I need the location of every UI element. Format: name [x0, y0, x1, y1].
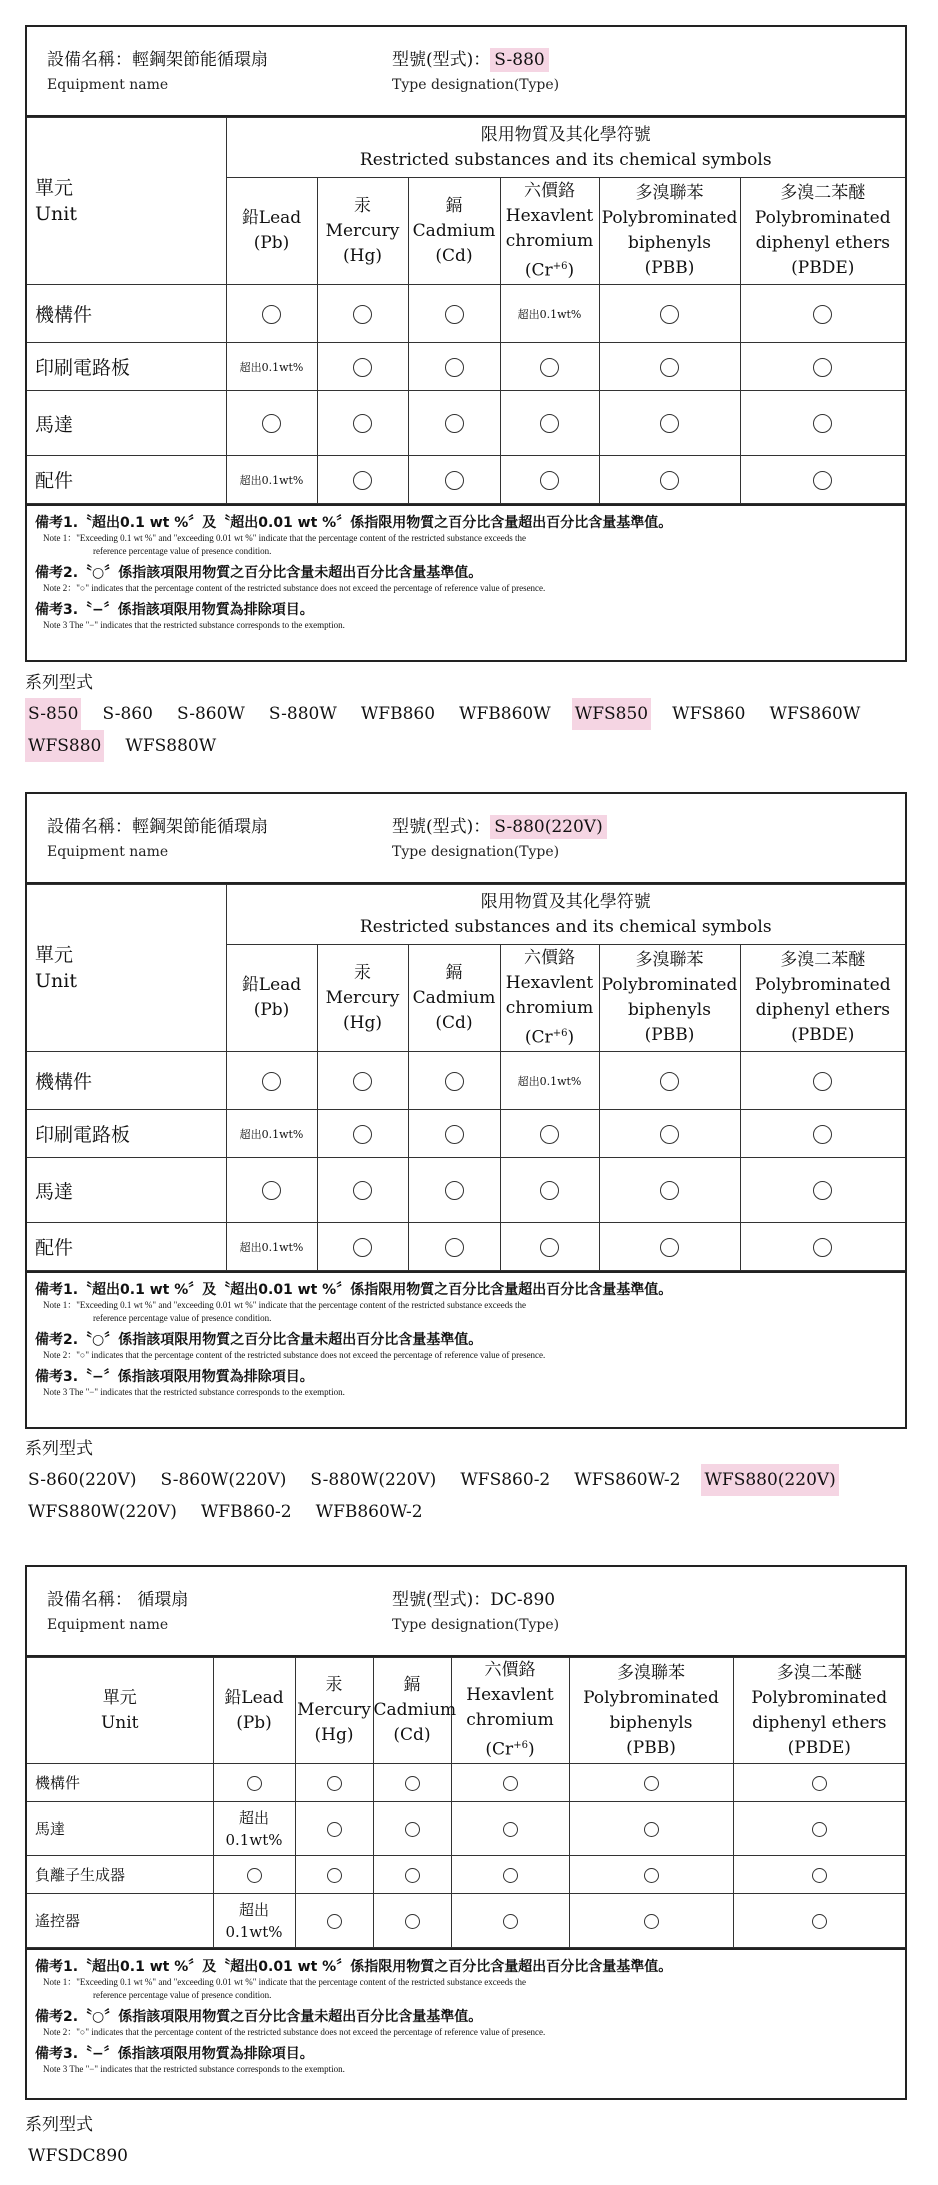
notes — [27, 1271, 905, 1399]
circle-icon — [813, 358, 832, 377]
compliant-circle-icon — [317, 1110, 408, 1158]
compliant-circle-icon — [500, 1110, 599, 1158]
row-label: 遙控器 — [27, 1894, 213, 1948]
compliant-circle-icon — [599, 343, 740, 391]
table-header — [27, 794, 905, 884]
circle-icon — [445, 1072, 464, 1091]
row-label: 機構件 — [27, 1764, 213, 1802]
compliant-circle-icon — [408, 343, 500, 391]
compliant-circle-icon — [408, 1223, 500, 1271]
rohs-table-3 — [25, 1565, 907, 2100]
exceeds-cell: 超出0.1wt% — [500, 1052, 599, 1110]
circle-icon — [405, 1776, 420, 1791]
circle-icon — [540, 1181, 559, 1200]
table-row — [27, 391, 905, 456]
table-row — [27, 1802, 905, 1856]
circle-icon — [660, 471, 679, 490]
circle-icon — [644, 1822, 659, 1837]
note-3: 備考3.〝−〞係指該項限用物質為排除項目。 — [35, 1369, 314, 1385]
note-1-en: Note 1："Exceeding 0.1 wt %" and "exceeding 0.01 wt %" indicate that the percentage content of the restricted substance exceeds the — [43, 1300, 527, 1310]
exceeds-cell: 超出 0.1wt% — [213, 1894, 295, 1948]
circle-icon — [327, 1868, 342, 1883]
compliant-circle-icon — [317, 1223, 408, 1271]
circle-icon — [247, 1868, 262, 1883]
type-value: S-880(220V) — [490, 815, 606, 839]
circle-icon — [660, 358, 679, 377]
compliant-circle-icon — [317, 285, 408, 343]
col-pbde: 多溴二苯醚 Polybrominated diphenyl ethers (PBDE) — [740, 945, 905, 1052]
compliant-circle-icon — [733, 1802, 905, 1856]
compliant-circle-icon — [226, 391, 317, 456]
compliant-circle-icon — [408, 1052, 500, 1110]
compliant-circle-icon — [408, 391, 500, 456]
series-model: WFB860 — [360, 704, 436, 724]
row-label: 機構件 — [27, 285, 226, 343]
compliant-circle-icon — [500, 343, 599, 391]
circle-icon — [353, 1181, 372, 1200]
exceeds-cell: 超出0.1wt% — [226, 1223, 317, 1271]
compliant-circle-icon — [740, 1223, 905, 1271]
compliant-circle-icon — [740, 343, 905, 391]
compliant-circle-icon — [295, 1894, 373, 1948]
compliant-circle-icon — [599, 1223, 740, 1271]
series-model: WFS880W(220V) — [28, 1502, 177, 1522]
note-2: 備考2.〝○〞係指該項限用物質之百分比含量未超出百分比含量基準值。 — [35, 1332, 483, 1348]
table-row — [27, 1856, 905, 1894]
exceeds-cell: 超出0.1wt% — [226, 456, 317, 504]
compliant-circle-icon — [373, 1856, 451, 1894]
series-model: WFS860W-2 — [574, 1470, 681, 1490]
series-model: WFS860W — [769, 704, 861, 724]
circle-icon — [327, 1914, 342, 1929]
circle-icon — [813, 471, 832, 490]
series-model: S-860W — [176, 704, 245, 724]
col-chromium: 六價鉻 Hexavlent chromium $(Cr^{+6})$ — [500, 945, 599, 1052]
series-model: WFS880 — [25, 730, 104, 762]
table-header — [27, 1567, 905, 1657]
series-model: S-880W — [268, 704, 337, 724]
col-mercury: 汞 Mercury (Hg) — [295, 1658, 373, 1764]
series-list — [25, 2140, 905, 2172]
type-designation-en: Type designation(Type) — [392, 844, 560, 860]
circle-icon — [503, 1776, 518, 1791]
compliant-circle-icon — [599, 1110, 740, 1158]
circle-icon — [445, 305, 464, 324]
series-model: WFB860-2 — [200, 1502, 292, 1522]
series-model: S-860 — [102, 704, 153, 724]
equipment-name: 設備名稱：輕鋼架節能循環扇 — [47, 50, 268, 70]
series-model: WFS860 — [672, 704, 746, 724]
note-3-en: Note 3 The "−" indicates that the restricted substance corresponds to the exemption. — [43, 1387, 345, 1397]
circle-icon — [445, 414, 464, 433]
circle-icon — [405, 1914, 420, 1929]
notes — [27, 504, 905, 632]
compliant-circle-icon — [317, 391, 408, 456]
compliant-circle-icon — [408, 285, 500, 343]
compliant-circle-icon — [408, 456, 500, 504]
row-label: 馬達 — [27, 1802, 213, 1856]
circle-icon — [262, 1072, 281, 1091]
exceeds-cell: 超出0.1wt% — [500, 285, 599, 343]
circle-icon — [503, 1822, 518, 1837]
compliant-circle-icon — [740, 285, 905, 343]
circle-icon — [812, 1822, 827, 1837]
type-designation-en: Type designation(Type) — [392, 77, 560, 93]
circle-icon — [445, 471, 464, 490]
col-pbb: 多溴聯苯 Polybrominated biphenyls (PBB) — [599, 178, 740, 285]
series-model: S-850 — [25, 698, 81, 730]
row-label: 印刷電路板 — [27, 1110, 226, 1158]
col-cadmium: 鎘Cadmium (Cd) — [408, 178, 500, 285]
compliant-circle-icon — [569, 1856, 733, 1894]
series-model: WFSDC890 — [28, 2146, 128, 2166]
circle-icon — [353, 471, 372, 490]
equipment-name-en: Equipment name — [47, 1617, 169, 1633]
note-1-en: Note 1："Exceeding 0.1 wt %" and "exceeding 0.01 wt %" indicate that the percentage content of the restricted substance exceeds the — [43, 1977, 527, 1987]
col-cadmium: 鎘Cadmium (Cd) — [408, 945, 500, 1052]
note-2-en: Note 2："○" indicates that the percentage content of the restricted substance does not exceed the percentage of reference value of presence. — [43, 2027, 546, 2037]
series-label: 系列型式 — [25, 2115, 93, 2135]
compliant-circle-icon — [295, 1802, 373, 1856]
table-row — [27, 343, 905, 391]
col-mercury: 汞Mercury (Hg) — [317, 178, 408, 285]
compliant-circle-icon — [733, 1764, 905, 1802]
table-row — [27, 1764, 905, 1802]
compliant-circle-icon — [599, 285, 740, 343]
compliant-circle-icon — [599, 1052, 740, 1110]
circle-icon — [813, 1125, 832, 1144]
table-row — [27, 456, 905, 504]
compliant-circle-icon — [226, 285, 317, 343]
unit-header: 單元 Unit — [27, 1658, 213, 1764]
compliant-circle-icon — [451, 1894, 569, 1948]
equipment-name-en: Equipment name — [47, 77, 169, 93]
note-1-en-cont: reference percentage value of presence condition. — [93, 1313, 272, 1323]
circle-icon — [813, 1072, 832, 1091]
note-1-en-cont: reference percentage value of presence condition. — [93, 1990, 272, 2000]
compliant-circle-icon — [451, 1764, 569, 1802]
compliant-circle-icon — [569, 1764, 733, 1802]
circle-icon — [813, 414, 832, 433]
circle-icon — [503, 1868, 518, 1883]
compliant-circle-icon — [295, 1764, 373, 1802]
compliant-circle-icon — [373, 1894, 451, 1948]
circle-icon — [660, 414, 679, 433]
circle-icon — [445, 1181, 464, 1200]
row-label: 馬達 — [27, 391, 226, 456]
circle-icon — [445, 1238, 464, 1257]
series-list — [25, 1464, 905, 1528]
circle-icon — [660, 1125, 679, 1144]
circle-icon — [813, 1181, 832, 1200]
compliant-circle-icon — [408, 1158, 500, 1223]
circle-icon — [327, 1822, 342, 1837]
circle-icon — [262, 305, 281, 324]
compliant-circle-icon — [451, 1856, 569, 1894]
series-model: WFS880(220V) — [701, 1464, 838, 1496]
substance-table — [27, 884, 905, 1271]
compliant-circle-icon — [740, 391, 905, 456]
circle-icon — [353, 1125, 372, 1144]
circle-icon — [503, 1914, 518, 1929]
series-label: 系列型式 — [25, 673, 93, 693]
circle-icon — [813, 305, 832, 324]
equipment-name: 設備名稱：輕鋼架節能循環扇 — [47, 817, 268, 837]
note-1-en-cont: reference percentage value of presence condition. — [93, 546, 272, 556]
series-model: WFS860-2 — [460, 1470, 551, 1490]
circle-icon — [327, 1776, 342, 1791]
restricted-header: 限用物質及其化學符號 Restricted substances and its chemical symbols — [226, 118, 905, 178]
compliant-circle-icon — [317, 1158, 408, 1223]
exceeds-cell: 超出0.1wt% — [226, 343, 317, 391]
compliant-circle-icon — [373, 1764, 451, 1802]
compliant-circle-icon — [733, 1894, 905, 1948]
circle-icon — [660, 1181, 679, 1200]
col-chromium: 六價鉻 Hexavlent chromium $(Cr^{+6})$ — [500, 178, 599, 285]
note-3-en: Note 3 The "−" indicates that the restricted substance corresponds to the exemption. — [43, 620, 345, 630]
table-row — [27, 285, 905, 343]
equipment-name-en: Equipment name — [47, 844, 169, 860]
compliant-circle-icon — [295, 1856, 373, 1894]
note-3: 備考3.〝−〞係指該項限用物質為排除項目。 — [35, 602, 314, 618]
compliant-circle-icon — [569, 1894, 733, 1948]
unit-header: 單元 Unit — [27, 885, 226, 1052]
compliant-circle-icon — [500, 391, 599, 456]
compliant-circle-icon — [317, 456, 408, 504]
compliant-circle-icon — [500, 456, 599, 504]
compliant-circle-icon — [740, 456, 905, 504]
rohs-table-2 — [25, 792, 907, 1429]
compliant-circle-icon — [599, 456, 740, 504]
table-row — [27, 1894, 905, 1948]
circle-icon — [812, 1868, 827, 1883]
note-1: 備考1.〝超出0.1 wt %〞及〝超出0.01 wt %〞係指限用物質之百分比含量超出百分比含量基準值。 — [35, 1282, 673, 1298]
circle-icon — [405, 1822, 420, 1837]
series-model: WFS880W — [125, 736, 217, 756]
type-designation: 型號(型式)： S-880 — [392, 45, 549, 70]
note-2-en: Note 2："○" indicates that the percentage content of the restricted substance does not exceed the percentage of reference value of presence. — [43, 1350, 546, 1360]
col-pbb: 多溴聯苯 Polybrominated biphenyls (PBB) — [599, 945, 740, 1052]
series-label: 系列型式 — [25, 1439, 93, 1459]
note-1-en: Note 1："Exceeding 0.1 wt %" and "exceeding 0.01 wt %" indicate that the percentage content of the restricted substance exceeds the — [43, 533, 527, 543]
series-model: S-880W(220V) — [310, 1470, 437, 1490]
type-value: S-880 — [490, 48, 548, 72]
compliant-circle-icon — [226, 1052, 317, 1110]
note-3-en: Note 3 The "−" indicates that the restricted substance corresponds to the exemption. — [43, 2064, 345, 2074]
type-designation-en: Type designation(Type) — [392, 1617, 560, 1633]
compliant-circle-icon — [500, 1158, 599, 1223]
type-designation: 型號(型式)：DC-890 — [392, 1590, 556, 1610]
col-mercury: 汞Mercury (Hg) — [317, 945, 408, 1052]
circle-icon — [644, 1776, 659, 1791]
col-pbb: 多溴聯苯 Polybrominated biphenyls (PBB) — [569, 1658, 733, 1764]
circle-icon — [540, 1238, 559, 1257]
row-label: 配件 — [27, 1223, 226, 1271]
col-lead: 鉛Lead (Pb) — [213, 1658, 295, 1764]
substance-table — [27, 117, 905, 504]
circle-icon — [660, 1238, 679, 1257]
circle-icon — [660, 305, 679, 324]
unit-header: 單元 Unit — [27, 118, 226, 285]
compliant-circle-icon — [451, 1802, 569, 1856]
compliant-circle-icon — [599, 391, 740, 456]
circle-icon — [540, 414, 559, 433]
table-row — [27, 1052, 905, 1110]
row-label: 配件 — [27, 456, 226, 504]
compliant-circle-icon — [408, 1110, 500, 1158]
circle-icon — [540, 1125, 559, 1144]
compliant-circle-icon — [740, 1158, 905, 1223]
exceeds-cell: 超出 0.1wt% — [213, 1802, 295, 1856]
col-cadmium: 鎘 Cadmium (Cd) — [373, 1658, 451, 1764]
series-list — [25, 698, 905, 762]
circle-icon — [353, 305, 372, 324]
note-2-en: Note 2："○" indicates that the percentage content of the restricted substance does not exceed the percentage of reference value of presence. — [43, 583, 546, 593]
col-lead: 鉛Lead (Pb) — [226, 178, 317, 285]
circle-icon — [540, 358, 559, 377]
note-1: 備考1.〝超出0.1 wt %〞及〝超出0.01 wt %〞係指限用物質之百分比含量超出百分比含量基準值。 — [35, 515, 673, 531]
circle-icon — [644, 1914, 659, 1929]
compliant-circle-icon — [317, 1052, 408, 1110]
circle-icon — [353, 414, 372, 433]
circle-icon — [262, 414, 281, 433]
circle-icon — [247, 1776, 262, 1791]
col-pbde: 多溴二苯醚 Polybrominated diphenyl ethers (PBDE) — [740, 178, 905, 285]
circle-icon — [353, 358, 372, 377]
note-1: 備考1.〝超出0.1 wt %〞及〝超出0.01 wt %〞係指限用物質之百分比含量超出百分比含量基準值。 — [35, 1959, 673, 1975]
col-pbde: 多溴二苯醚 Polybrominated diphenyl ethers (PBDE) — [733, 1658, 905, 1764]
circle-icon — [660, 1072, 679, 1091]
rohs-table-1 — [25, 25, 907, 662]
series-model: S-860W(220V) — [160, 1470, 287, 1490]
circle-icon — [540, 471, 559, 490]
note-2: 備考2.〝○〞係指該項限用物質之百分比含量未超出百分比含量基準值。 — [35, 2009, 483, 2025]
note-2: 備考2.〝○〞係指該項限用物質之百分比含量未超出百分比含量基準值。 — [35, 565, 483, 581]
series-model: WFB860W-2 — [315, 1502, 423, 1522]
type-designation: 型號(型式)： S-880(220V) — [392, 812, 607, 837]
compliant-circle-icon — [226, 1158, 317, 1223]
row-label: 印刷電路板 — [27, 343, 226, 391]
circle-icon — [262, 1181, 281, 1200]
row-label: 馬達 — [27, 1158, 226, 1223]
circle-icon — [813, 1238, 832, 1257]
compliant-circle-icon — [373, 1802, 451, 1856]
table-row — [27, 1223, 905, 1271]
circle-icon — [353, 1072, 372, 1091]
compliant-circle-icon — [213, 1764, 295, 1802]
table-row — [27, 1158, 905, 1223]
compliant-circle-icon — [733, 1856, 905, 1894]
compliant-circle-icon — [740, 1110, 905, 1158]
table-header — [27, 27, 905, 117]
compliant-circle-icon — [213, 1856, 295, 1894]
table-row — [27, 1110, 905, 1158]
col-chromium: 六價鉻 Hexavlent chromium $(Cr^{+6})$ — [451, 1658, 569, 1764]
row-label: 負離子生成器 — [27, 1856, 213, 1894]
series-model: WFS850 — [572, 698, 651, 730]
substance-table — [27, 1657, 905, 1948]
circle-icon — [405, 1868, 420, 1883]
exceeds-cell: 超出0.1wt% — [226, 1110, 317, 1158]
compliant-circle-icon — [569, 1802, 733, 1856]
circle-icon — [644, 1868, 659, 1883]
compliant-circle-icon — [599, 1158, 740, 1223]
row-label: 機構件 — [27, 1052, 226, 1110]
series-model: WFB860W — [459, 704, 551, 724]
restricted-header: 限用物質及其化學符號 Restricted substances and its chemical symbols — [226, 885, 905, 945]
compliant-circle-icon — [740, 1052, 905, 1110]
col-lead: 鉛Lead (Pb) — [226, 945, 317, 1052]
circle-icon — [445, 1125, 464, 1144]
circle-icon — [812, 1914, 827, 1929]
compliant-circle-icon — [317, 343, 408, 391]
compliant-circle-icon — [500, 1223, 599, 1271]
equipment-name: 設備名稱： 循環扇 — [47, 1590, 189, 1610]
note-3: 備考3.〝−〞係指該項限用物質為排除項目。 — [35, 2046, 314, 2062]
circle-icon — [353, 1238, 372, 1257]
notes — [27, 1948, 905, 2076]
circle-icon — [812, 1776, 827, 1791]
series-model: S-860(220V) — [28, 1470, 137, 1490]
circle-icon — [445, 358, 464, 377]
